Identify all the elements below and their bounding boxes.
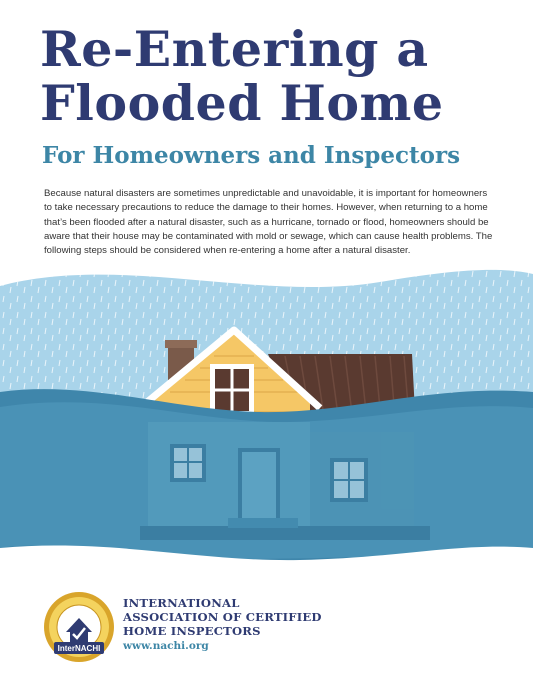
submerged-house [140,422,430,540]
page-title [40,22,510,130]
title-line-1: Re-Entering a [40,20,429,78]
flooded-house-illustration [0,262,533,582]
org-line-3: HOME INSPECTORS [123,624,261,638]
intro-paragraph: Because natural disasters are sometimes unpredictable and unavoidable, it is important for homeowners to take necessary precautions to reduce the damage to their homes. However, when returning to a home that’s been flooded after a natural disaster, such as a hurricane, tornado or flood, homeowners should be aware that their house may be contaminated with mold or sewage, which can cause health problems. The following steps should be considered when re-entering a home after a natural disaster. [44,188,493,257]
seal-banner-text: InterNACHI [57,644,101,653]
organization-name [123,596,322,638]
title-line-2: Flooded Home [40,74,444,132]
page-subtitle: For Homeowners and Inspectors [42,142,461,169]
org-line-1: INTERNATIONAL [123,596,240,610]
org-line-2: ASSOCIATION OF CERTIFIED [123,610,322,624]
website-link[interactable]: www.nachi.org [123,640,209,652]
